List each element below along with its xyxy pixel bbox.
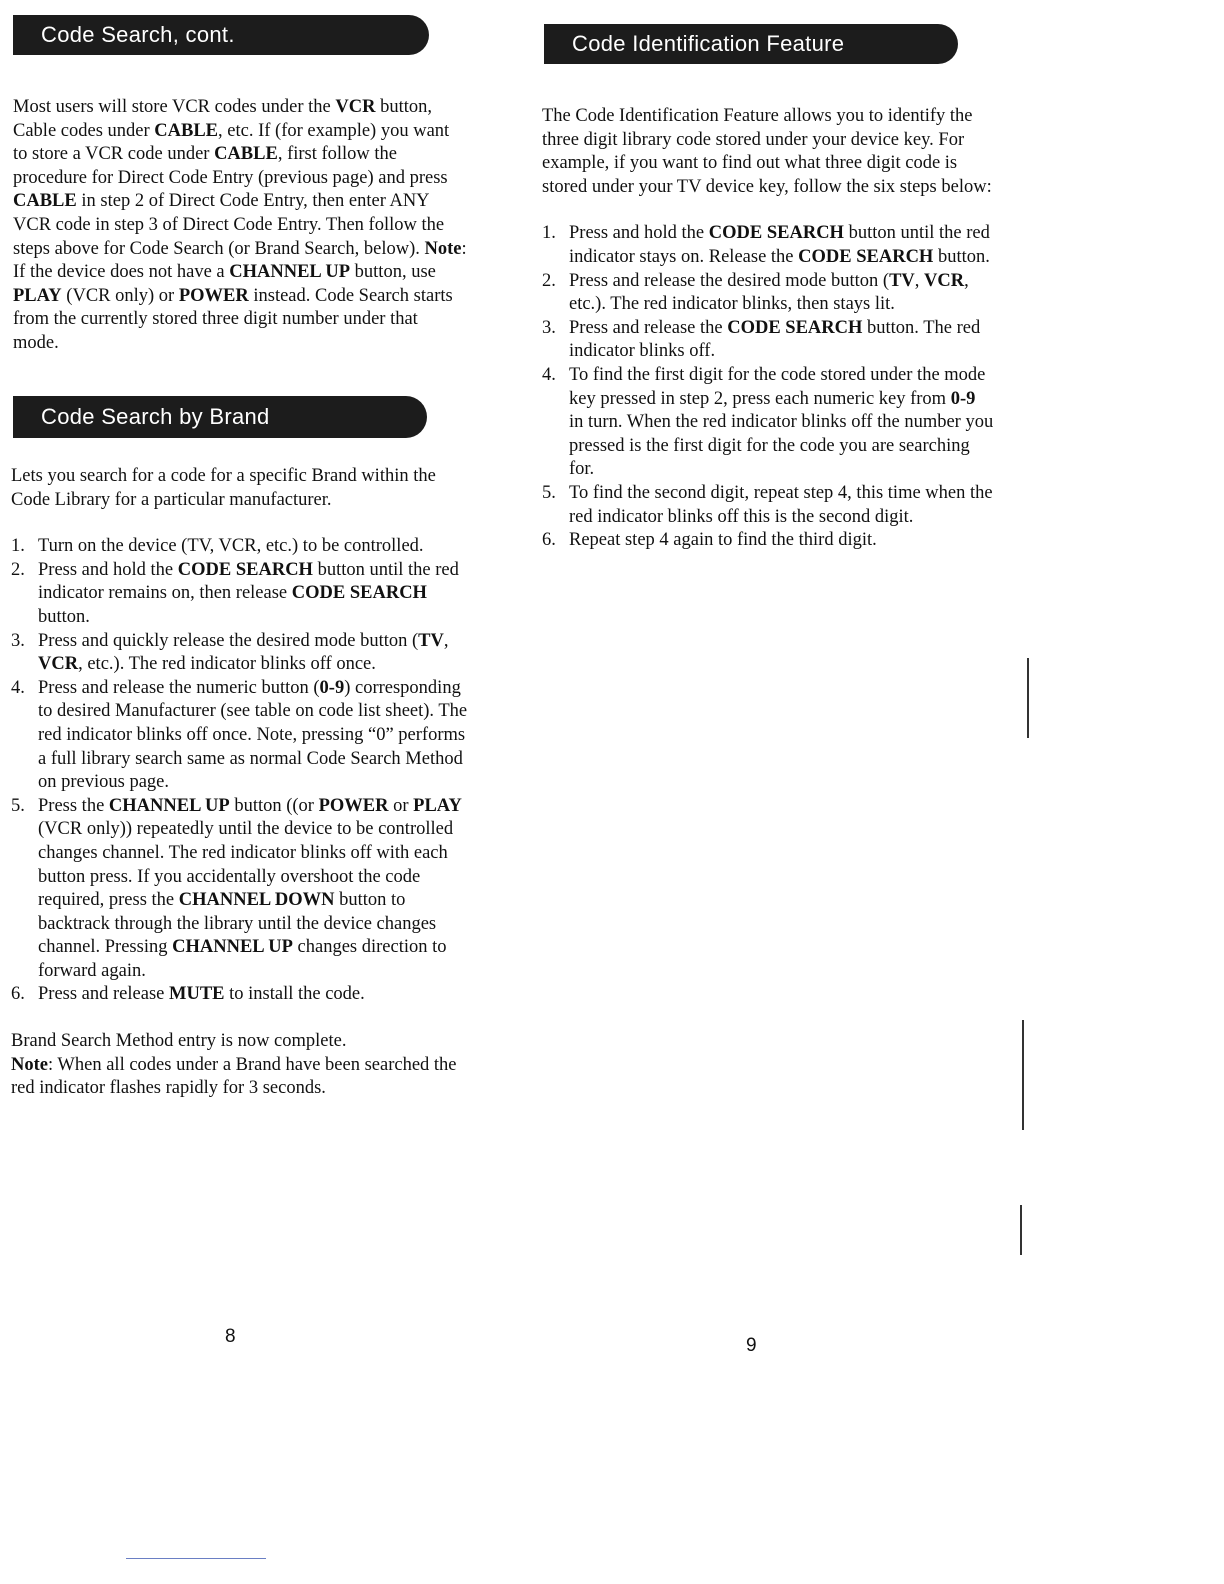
text-run: (VCR only)) repeatedly until the device to be controlled changes channel. The red indicator blinks off with each button press. If you accidentally overshoot the code required, press the <box>38 819 454 911</box>
bold-term: CODE SEARCH <box>177 559 313 580</box>
text-run: to install the code. <box>224 984 365 1005</box>
text-run: ) corresponding to desired Manufacturer (see table on code list sheet). The red indicator blinks off once. Note, pressing “0” performs a full library search same as normal Code Search Method on previous page. <box>38 677 468 793</box>
bold-term: CABLE <box>13 191 77 212</box>
text-run: (VCR only) or <box>61 285 179 306</box>
step-number: 1. <box>11 536 25 557</box>
step-number: 6. <box>11 984 25 1005</box>
step-item <box>11 630 471 677</box>
step-item <box>11 535 471 559</box>
bold-term: VCR <box>335 97 376 117</box>
left-brand-section <box>11 465 471 1101</box>
banner-title: Code Identification Feature <box>572 31 845 56</box>
section-banner-code-identification <box>544 24 958 64</box>
code-id-steps-list <box>542 222 994 552</box>
step-number: 5. <box>542 482 556 503</box>
left-intro-paragraph <box>13 96 468 356</box>
step-number: 2. <box>11 559 25 580</box>
bold-term: 0-9 <box>319 677 345 698</box>
text-run: or <box>388 795 414 816</box>
text-run: button, use <box>350 262 436 283</box>
step-number: 3. <box>11 630 25 651</box>
text-run: Press and release the <box>569 317 728 338</box>
scan-footer-underline <box>126 1558 266 1559</box>
intro-text <box>13 96 468 356</box>
bold-term: PLAY <box>13 285 62 306</box>
bold-term: CODE SEARCH <box>798 246 934 267</box>
step-item <box>542 482 994 529</box>
step-text <box>569 271 969 315</box>
bold-term: PLAY <box>413 795 462 816</box>
text-run: button ((or <box>229 795 319 816</box>
text-run: in turn. When the red indicator blinks off the number you pressed is the first digit for the code you are searching for. <box>569 412 994 480</box>
step-text <box>569 365 993 479</box>
text-run: Press the <box>38 795 109 816</box>
text-run: button. <box>933 246 990 267</box>
text-run: Press and hold the <box>569 223 709 244</box>
right-column <box>542 105 994 553</box>
text-run: instead. Code Search starts from the currently stored three digit number under that mode. <box>13 285 453 353</box>
step-text <box>569 483 993 527</box>
section-banner-code-search-cont <box>13 15 429 55</box>
text-run: changes direction to forward again. <box>38 937 447 981</box>
text-run: , etc.). The red indicator blinks off once. <box>78 654 376 675</box>
bold-term: CHANNEL UP <box>172 937 293 958</box>
bold-term: TV <box>889 270 915 291</box>
step-number: 4. <box>542 364 556 385</box>
step-number: 6. <box>542 530 556 551</box>
code-id-intro-text: The Code Identification Feature allows you to identify the three digit library code stored under your device key. For example, if you want to find out what three digit code is stored under your TV device key, follow the six steps below: <box>542 106 992 197</box>
text-run: To find the first digit for the code stored under the mode key pressed in step 2, press each numeric key from <box>569 364 986 409</box>
step-item <box>11 677 471 795</box>
brand-steps-list <box>11 535 471 1007</box>
step-text <box>38 631 449 675</box>
step-number: 4. <box>11 677 25 698</box>
text-run: button to backtrack through the library until the device changes channel. Pressing <box>38 890 437 958</box>
step-number: 3. <box>542 317 556 338</box>
text-run: button. <box>38 606 90 627</box>
brand-complete-text: Brand Search Method entry is now complete. <box>11 1031 347 1052</box>
text-run: in step 2 of Direct Code Entry, then enter ANY VCR code in step 3 of Direct Code Entry. Then follow the steps above for Code Search (or Brand Search, below). <box>13 191 445 259</box>
text-run: Press and hold the <box>38 559 178 580</box>
page-number-left: 8 <box>225 1326 236 1347</box>
step-item <box>11 795 471 984</box>
text-run: Press and quickly release the desired mode button ( <box>38 630 419 651</box>
note-label: Note <box>11 1054 48 1075</box>
scan-margin-mark <box>1027 658 1029 738</box>
step-item <box>542 270 994 317</box>
text-run: Press and release the desired mode button ( <box>569 270 890 291</box>
bold-term: CHANNEL UP <box>108 795 230 816</box>
step-text <box>38 536 424 556</box>
step-item <box>542 222 994 269</box>
section-banner-code-search-by-brand <box>13 396 427 438</box>
banner-title: Code Search, cont. <box>41 22 235 47</box>
text-run: button until the red indicator stays on. Release the <box>569 223 990 267</box>
note-text: : When all codes under a Brand have been searched the red indicator flashes rapidly for 3 seconds. <box>11 1054 457 1099</box>
bold-term: CABLE <box>214 144 278 165</box>
text-run: To find the second digit, repeat step 4, this time when the red indicator blinks off this is the second digit. <box>569 482 993 527</box>
bold-term: CABLE <box>154 120 219 141</box>
bold-term: 0-9 <box>950 388 976 409</box>
step-text <box>569 318 980 362</box>
banner-title: Code Search by Brand <box>41 404 270 429</box>
bold-term: TV <box>418 630 444 651</box>
step-text <box>38 984 365 1004</box>
bold-term: Note <box>424 238 462 259</box>
step-text <box>38 796 462 981</box>
brand-note <box>11 1054 471 1101</box>
bold-term: CHANNEL UP <box>229 262 351 283</box>
step-text <box>569 530 877 550</box>
step-item <box>542 317 994 364</box>
text-run: button until the red indicator remains on, then release <box>38 559 459 604</box>
scan-margin-mark <box>1020 1205 1022 1255</box>
step-number: 2. <box>542 270 556 291</box>
bold-term: CODE SEARCH <box>727 317 863 338</box>
bold-term: POWER <box>318 795 389 816</box>
brand-intro-text: Lets you search for a code for a specific Brand within the Code Library for a particular manufacturer. <box>11 466 436 510</box>
text-run: Repeat step 4 again to find the third digit. <box>569 530 877 551</box>
text-run: Most users will store VCR codes under the <box>13 97 336 117</box>
text-run: , first follow the procedure for Direct Code Entry (previous page) and press <box>13 144 448 188</box>
step-item <box>11 983 471 1007</box>
bold-term: MUTE <box>169 984 225 1005</box>
bold-term: CODE SEARCH <box>291 583 427 604</box>
bold-term: VCR <box>924 270 965 291</box>
text-run: , <box>914 270 925 291</box>
step-item <box>542 529 994 553</box>
text-run: button, Cable codes under <box>13 97 432 141</box>
step-number: 1. <box>542 223 556 244</box>
bold-term: VCR <box>38 654 79 675</box>
step-number: 5. <box>11 795 25 816</box>
text-run: , etc.). The red indicator blinks, then stays lit. <box>569 270 969 315</box>
step-text <box>38 560 459 627</box>
text-run: button. The red indicator blinks off. <box>569 317 981 362</box>
step-text <box>38 678 467 792</box>
bold-term: CODE SEARCH <box>708 223 844 244</box>
text-run: , <box>443 630 449 651</box>
scan-margin-mark <box>1022 1020 1024 1130</box>
text-run: , etc. If (for example) you want to store a VCR code under <box>13 120 450 165</box>
page-number-right: 9 <box>746 1335 757 1356</box>
text-run: Turn on the device (TV, VCR, etc.) to be controlled. <box>38 536 424 557</box>
step-item <box>542 364 994 482</box>
bold-term: POWER <box>178 285 249 306</box>
step-item <box>11 559 471 630</box>
text-run: Press and release <box>38 984 169 1005</box>
step-text <box>569 223 990 267</box>
text-run: Press and release the numeric button ( <box>38 677 320 698</box>
bold-term: CHANNEL DOWN <box>178 890 335 911</box>
text-run: : If the device does not have a <box>13 238 467 283</box>
